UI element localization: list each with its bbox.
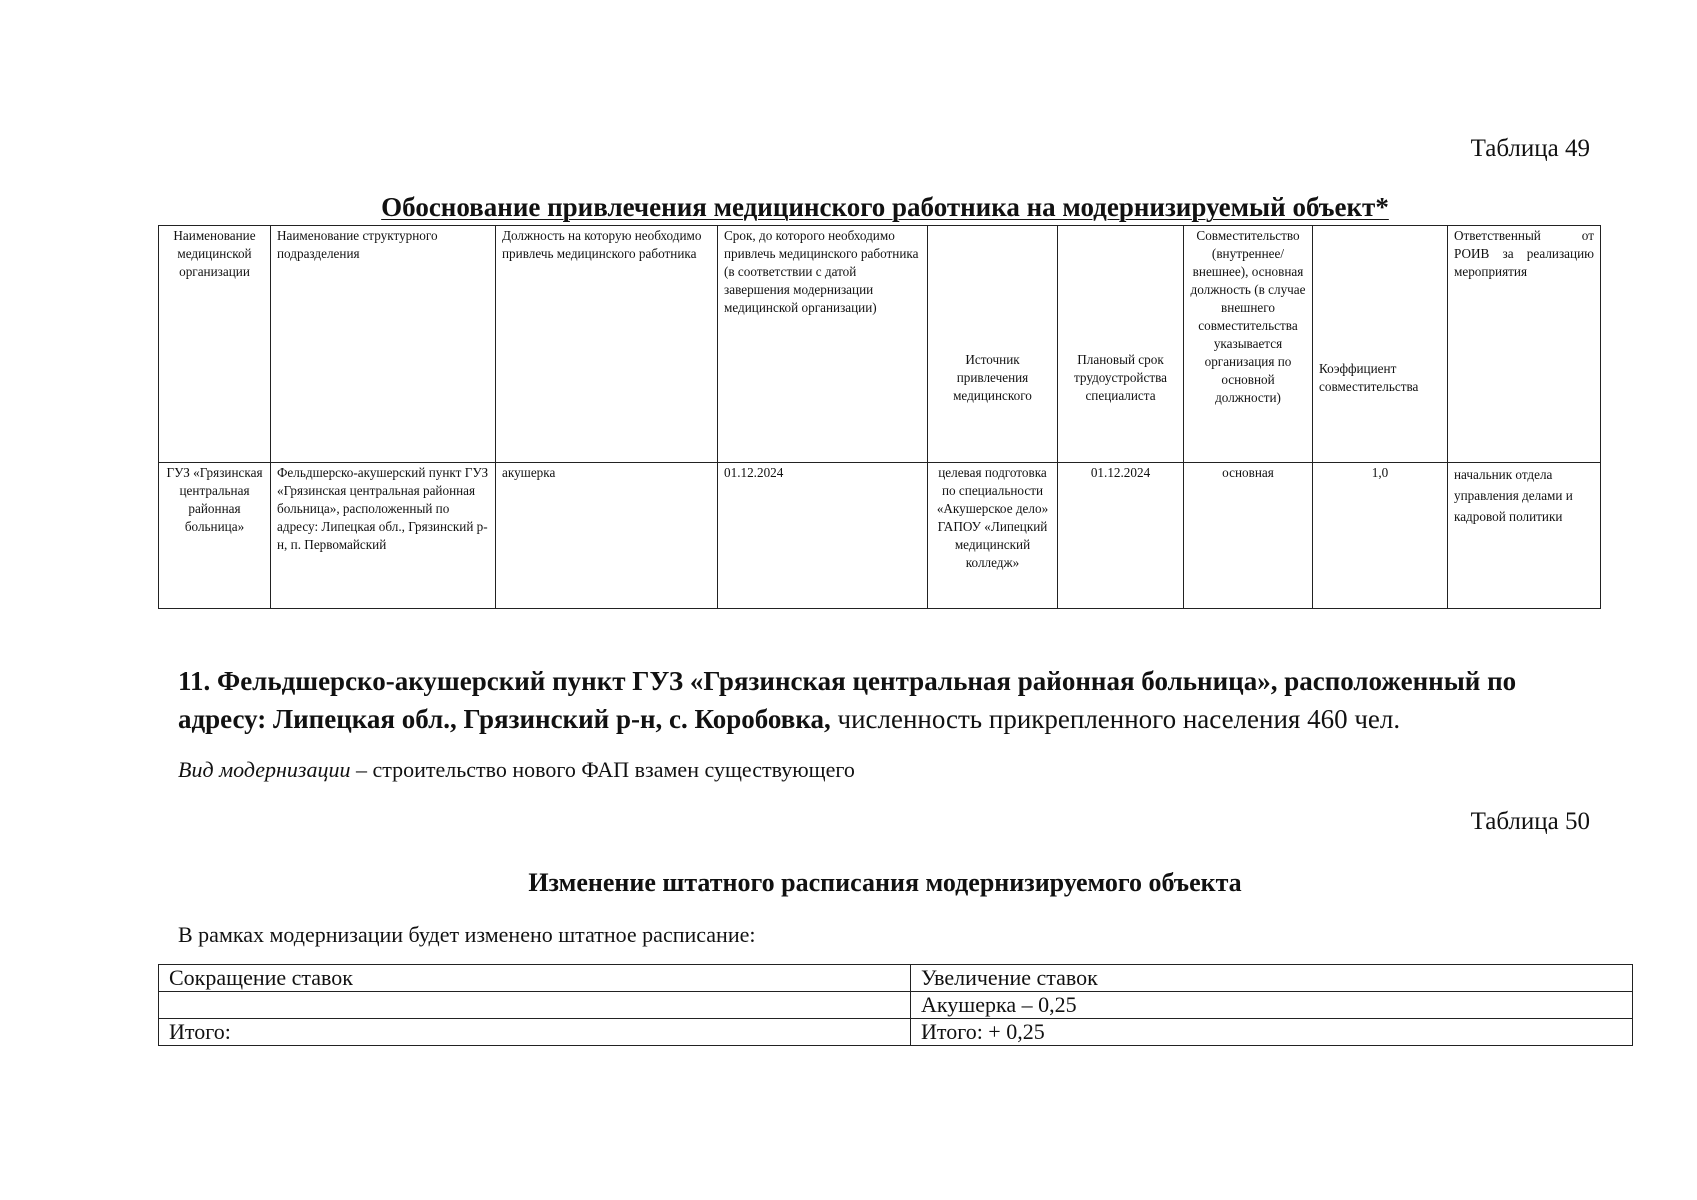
table-header-row	[159, 226, 1601, 463]
cell-coefficient: 1,0	[1313, 463, 1448, 609]
header-responsible: Ответственный от РОИВ за реализацию мероприятия	[1448, 226, 1601, 463]
header-division: Наименование структурного подразделения	[271, 226, 496, 463]
section-11-heading-bold: 11. Фельдшерско-акушерский пункт ГУЗ «Грязинская центральная районная больница», расположенный по адресу: Липецкая обл., Грязинский р-н, с. Коробовка,	[178, 666, 1517, 734]
table-row	[159, 965, 1633, 992]
table-row	[159, 992, 1633, 1019]
total-reduction: Итого:	[159, 1019, 911, 1046]
table-49-title: Обоснование привлечения медицинского работника на модернизируемый объект*	[381, 192, 1389, 222]
total-increase: Итого: + 0,25	[911, 1019, 1633, 1046]
cell-reduction	[159, 992, 911, 1019]
cell-planned-date: 01.12.2024	[1058, 463, 1184, 609]
cell-source: целевая подготовка по специальности «Акушерское дело» ГАПОУ «Липецкий медицинский колледж»	[928, 463, 1058, 609]
table-49-label: Таблица 49	[1470, 135, 1590, 162]
header-planned-date: Плановый срок трудоустройства специалиста	[1058, 226, 1184, 463]
header-coefficient: Коэффициент совместительства	[1313, 226, 1448, 463]
modernization-type	[178, 757, 855, 783]
cell-position: акушерка	[496, 463, 718, 609]
table-50-label: Таблица 50	[1470, 808, 1590, 835]
header-deadline: Срок, до которого необходимо привлечь медицинского работника (в соответствии с датой завершения модернизации медицинской организации)	[718, 226, 928, 463]
cell-org-name: ГУЗ «Грязинская центральная районная больница»	[159, 463, 271, 609]
header-reduction: Сокращение ставок	[159, 965, 911, 992]
staffing-change-table	[158, 964, 1633, 1046]
table-50-intro: В рамках модернизации будет изменено штатное расписание:	[178, 922, 756, 947]
cell-responsible: начальник отдела управления делами и кадровой политики	[1448, 463, 1601, 609]
section-11-heading	[178, 662, 1598, 738]
table-50-title: Изменение штатного расписания модернизируемого объекта	[528, 868, 1242, 897]
cell-combination: основная	[1184, 463, 1313, 609]
cell-division: Фельдшерско-акушерский пункт ГУЗ «Грязинская центральная районная больница», расположенный по адресу: Липецкая обл., Грязинский р-н, п. Первомайский	[271, 463, 496, 609]
header-combination: Совместительство (внутреннее/внешнее), основная должность (в случае внешнего совместительства указывается организация по основной должности)	[1184, 226, 1313, 463]
cell-deadline: 01.12.2024	[718, 463, 928, 609]
table-row	[159, 1019, 1633, 1046]
header-position: Должность на которую необходимо привлечь медицинского работника	[496, 226, 718, 463]
cell-increase: Акушерка – 0,25	[911, 992, 1633, 1019]
header-source: Источник привлечения медицинского	[928, 226, 1058, 463]
modernization-type-label: Вид модернизации	[178, 757, 351, 782]
staff-justification-table	[158, 225, 1601, 609]
section-11-heading-population: численность прикрепленного населения 460 чел.	[830, 704, 1401, 734]
table-row	[159, 463, 1601, 609]
header-org-name: Наименование медицинской организации	[159, 226, 271, 463]
header-increase: Увеличение ставок	[911, 965, 1633, 992]
modernization-type-value: – строительство нового ФАП взамен существующего	[350, 757, 855, 782]
